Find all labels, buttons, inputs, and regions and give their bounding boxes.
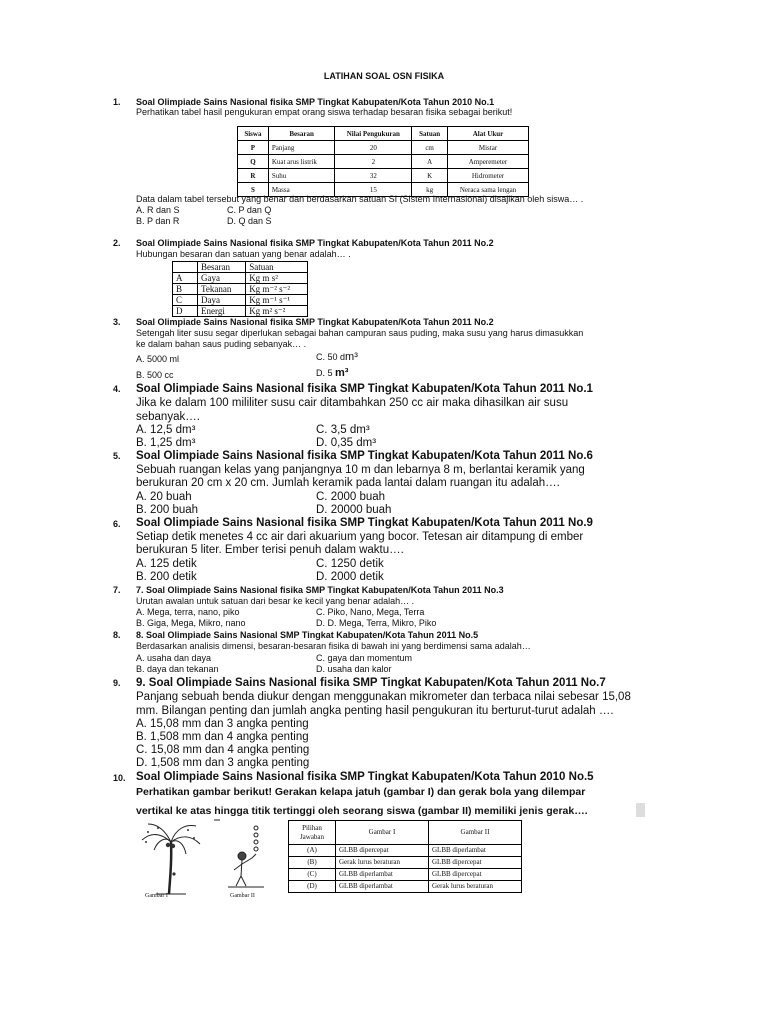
table-cell: 2 — [335, 155, 412, 169]
q9-line1: Panjang sebuah benda diukur dengan menggunakan mikrometer dan terbaca nilai sebesar 15,08 — [136, 691, 631, 703]
table-row — [289, 857, 522, 869]
q3-option-c — [316, 352, 358, 363]
q2-intro: Hubungan besaran dan satuan yang benar adalah… . — [136, 249, 351, 259]
q9-option-a: A. 15,08 mm dan 3 angka penting — [136, 718, 309, 730]
table-cell: GLBB dipercepat — [429, 857, 522, 869]
q4-option-d: D. 0,35 dm³ — [316, 437, 377, 449]
q5-option-c: C. 2000 buah — [316, 491, 386, 503]
table-header-row — [173, 262, 308, 273]
table-cell: Kg m s² — [246, 273, 308, 284]
q4-option-c: C. 3,5 dm³ — [316, 424, 370, 436]
q3-option-d-text: D. 5 — [316, 368, 336, 378]
table-cell: C — [173, 295, 198, 306]
q8-option-a: A. usaha dan daya — [136, 653, 212, 663]
q3-option-c-text: C. 50 d — [316, 352, 346, 362]
table-header: Pilihan Jawaban — [289, 821, 336, 845]
q4-option-a: A. 12,5 dm³ — [136, 424, 196, 436]
table-header: Satuan — [246, 262, 308, 273]
q6-line1: Setiap detik menetes 4 cc air dari akuarium yang bocor. Tetesan air ditampung di ember — [136, 531, 584, 543]
table-cell: GLBB diperlambat — [429, 845, 522, 857]
q1-table — [237, 126, 529, 197]
q1-option-a: A. R dan S — [136, 205, 180, 215]
q4-number: 4. — [113, 384, 121, 394]
table-cell: Gerak lurus beraturan — [336, 857, 429, 869]
q3-option-c-unit: m³ — [345, 351, 358, 363]
q5-option-b: B. 200 buah — [136, 504, 199, 516]
table-cell: GLBB dipercepat — [429, 869, 522, 881]
q3-number: 3. — [113, 317, 121, 327]
q4-heading: Soal Olimpiade Sains Nasional fisika SMP Tingkat Kabupaten/Kota Tahun 2011 No.1 — [136, 383, 593, 395]
q1-option-c: C. P dan Q — [227, 205, 272, 215]
q5-line2: berukuran 20 cm x 20 cm. Jumlah keramik pada lantai dalam ruangan itu adalah…. — [136, 477, 560, 489]
table-cell: Energi — [198, 306, 246, 317]
q1-intro: Perhatikan tabel hasil pengukuran empat orang siswa terhadap besaran fisika sebagai berikut! — [136, 107, 513, 117]
q8-option-b: B. daya dan tekanan — [136, 664, 219, 674]
table-cell: Hidrometer — [448, 169, 529, 183]
q10-table — [288, 820, 522, 893]
q3-heading: Soal Olimpiade Sains Nasional fisika SMP Tingkat Kabupaten/Kota Tahun 2011 No.2 — [136, 317, 494, 327]
q10-line2: vertikal ke atas hingga titik tertinggi oleh seorang siswa (gambar II) memiliki jenis gerak…. — [136, 805, 588, 817]
table-cell: S — [238, 183, 269, 197]
q2-number: 2. — [113, 238, 121, 248]
table-cell: (A) — [289, 845, 336, 857]
table-cell: A — [173, 273, 198, 284]
q10-line1: Perhatikan gambar berikut! Gerakan kelapa jatuh (gambar I) dan gerak bola yang dilempar — [136, 786, 586, 798]
table-cell: Daya — [198, 295, 246, 306]
table-cell: GLBB diperlambat — [336, 869, 429, 881]
q5-number: 5. — [113, 451, 121, 461]
table-header: Besaran — [268, 127, 335, 141]
table-cell: Gerak lurus beraturan — [429, 881, 522, 893]
figure-2-caption: Gambar II — [230, 893, 255, 899]
table-cell: P — [238, 141, 269, 155]
q5-option-d: D. 20000 buah — [316, 504, 392, 516]
table-cell: (C) — [289, 869, 336, 881]
q4-option-b: B. 1,25 dm³ — [136, 437, 196, 449]
q6-option-a: A. 125 detik — [136, 558, 197, 570]
table-header: Gambar II — [429, 821, 522, 845]
table-row — [289, 881, 522, 893]
table-cell: (B) — [289, 857, 336, 869]
student-throwing-ball-figure — [214, 814, 274, 890]
q3-option-a: A. 5000 ml — [136, 354, 180, 364]
table-header: Gambar I — [336, 821, 429, 845]
table-header-row — [289, 821, 522, 845]
q3-option-d — [316, 368, 348, 379]
q7-number: 7. — [113, 585, 121, 595]
table-row — [238, 141, 529, 155]
table-cell: Gaya — [198, 273, 246, 284]
q9-line2: mm. Bilangan penting dan jumlah angka penting hasil pengukuran itu berturut-turut adalah …. — [136, 705, 614, 717]
table-header-row — [238, 127, 529, 141]
q7-option-a: A. Mega, terra, nano, piko — [136, 607, 240, 617]
q1-question: Data dalam tabel tersebut yang benar dan berdasarkan satuan SI (Sistem Internasional) disajikan oleh siswa… . — [136, 194, 584, 204]
table-cell: 15 — [335, 183, 412, 197]
q6-number: 6. — [113, 519, 121, 529]
table-cell: Amperemeter — [448, 155, 529, 169]
table-cell: Panjang — [268, 141, 335, 155]
table-row — [238, 169, 529, 183]
q1-heading: Soal Olimpiade Sains Nasional fisika SMP Tingkat Kabupaten/Kota Tahun 2010 No.1 — [136, 97, 495, 107]
q2-table — [172, 261, 308, 317]
q3-option-b: B. 500 cc — [136, 370, 174, 380]
table-row — [289, 845, 522, 857]
table-row — [173, 273, 308, 284]
table-row — [173, 295, 308, 306]
q5-option-a: A. 20 buah — [136, 491, 192, 503]
table-cell: Kg m² s⁻² — [246, 306, 308, 317]
table-cell: GLBB dipercepat — [336, 845, 429, 857]
q6-option-b: B. 200 detik — [136, 571, 197, 583]
q7-heading: 7. Soal Olimpiade Sains Nasional fisika SMP Tingkat Kabupaten/Kota Tahun 2011 No.3 — [136, 585, 504, 595]
table-header — [173, 262, 198, 273]
q6-option-d: D. 2000 detik — [316, 571, 384, 583]
q5-heading: Soal Olimpiade Sains Nasional fisika SMP Tingkat Kabupaten/Kota Tahun 2011 No.6 — [136, 450, 593, 462]
table-cell: Massa — [268, 183, 335, 197]
table-cell: Kuat arus listrik — [268, 155, 335, 169]
q9-option-c: C. 15,08 mm dan 4 angka penting — [136, 744, 310, 756]
q10-heading: Soal Olimpiade Sains Nasional fisika SMP Tingkat Kabupaten/Kota Tahun 2010 No.5 — [136, 771, 594, 783]
q3-option-d-unit: m³ — [335, 367, 349, 379]
table-header: Nilai Pengukuran — [335, 127, 412, 141]
table-cell: (D) — [289, 881, 336, 893]
table-cell: Kg m⁻² s⁻² — [246, 284, 308, 295]
table-cell: 20 — [335, 141, 412, 155]
q9-number: 9. — [113, 678, 121, 688]
q9-option-b: B. 1,508 mm dan 4 angka penting — [136, 731, 309, 743]
q6-line2: berukuran 5 liter. Ember terisi penuh dalam waktu…. — [136, 544, 404, 556]
q9-heading: 9. Soal Olimpiade Sains Nasional fisika SMP Tingkat Kabupaten/Kota Tahun 2011 No.7 — [136, 677, 606, 689]
table-row — [173, 284, 308, 295]
table-header: Alat Ukur — [448, 127, 529, 141]
table-header: Besaran — [198, 262, 246, 273]
q8-option-c: C. gaya dan momentum — [316, 653, 413, 663]
q7-option-c: C. Piko, Nano, Mega, Terra — [316, 607, 425, 617]
table-cell: 32 — [335, 169, 412, 183]
table-cell: K — [412, 169, 448, 183]
q3-line2: ke dalam bahan saus puding sebanyak… . — [136, 339, 307, 349]
table-header: Satuan — [412, 127, 448, 141]
q9-option-d: D. 1,508 mm dan 3 angka penting — [136, 757, 310, 769]
table-cell: Mistar — [448, 141, 529, 155]
q8-heading: 8. Soal Olimpiade Sains Nasional SMP Tingkat Kabupaten/Kota Tahun 2011 No.5 — [136, 630, 479, 640]
page-title: LATIHAN SOAL OSN FISIKA — [323, 71, 445, 81]
text-cursor-highlight — [636, 803, 645, 817]
table-cell: R — [238, 169, 269, 183]
q6-option-c: C. 1250 detik — [316, 558, 384, 570]
q6-heading: Soal Olimpiade Sains Nasional fisika SMP Tingkat Kabupaten/Kota Tahun 2011 No.9 — [136, 517, 593, 529]
table-cell: A — [412, 155, 448, 169]
q1-number: 1. — [113, 97, 121, 107]
q1-option-d: D. Q dan S — [227, 216, 272, 226]
q4-line1: Jika ke dalam 100 mililiter susu cair ditambahkan 250 cc air maka dihasilkan air susu — [136, 397, 569, 409]
table-row — [238, 155, 529, 169]
q5-line1: Sebuah ruangan kelas yang panjangnya 10 m dan lebarnya 8 m, berlantai keramik yang — [136, 464, 585, 476]
table-cell: Suhu — [268, 169, 335, 183]
table-cell: D — [173, 306, 198, 317]
table-row — [289, 869, 522, 881]
q7-option-d: D. D. Mega, Terra, Mikro, Piko — [316, 618, 437, 628]
q1-option-b: B. P dan R — [136, 216, 180, 226]
q8-number: 8. — [113, 630, 121, 640]
q8-line1: Berdasarkan analisis dimensi, besaran-besaran fisika di bawah ini yang berdimensi sama adalah… — [136, 641, 531, 651]
figure-1-caption: Gambar I — [145, 893, 168, 899]
q2-heading: Soal Olimpiade Sains Nasional fisika SMP Tingkat Kabupaten/Kota Tahun 2011 No.2 — [136, 238, 494, 248]
coconut-tree-figure — [136, 818, 206, 896]
table-cell: cm — [412, 141, 448, 155]
table-cell: Tekanan — [198, 284, 246, 295]
q10-number: 10. — [113, 773, 126, 783]
table-cell: kg — [412, 183, 448, 197]
q4-line2: sebanyak…. — [136, 411, 200, 423]
table-row — [173, 306, 308, 317]
q7-line1: Urutan awalan untuk satuan dari besar ke kecil yang benar adalah… . — [136, 596, 415, 606]
table-cell: Kg m⁻¹ s⁻¹ — [246, 295, 308, 306]
q7-option-b: B. Giga, Mega, Mikro, nano — [136, 618, 246, 628]
table-header: Siswa — [238, 127, 269, 141]
table-cell: Q — [238, 155, 269, 169]
table-cell: B — [173, 284, 198, 295]
table-cell: GLBB diperlambat — [336, 881, 429, 893]
q8-option-d: D. usaha dan kalor — [316, 664, 392, 674]
q3-line1: Setengah liter susu segar diperlukan sebagai bahan campuran saus puding, maka susu yang harus dimasukkan — [136, 328, 584, 338]
table-cell: Neraca sama lengan — [448, 183, 529, 197]
